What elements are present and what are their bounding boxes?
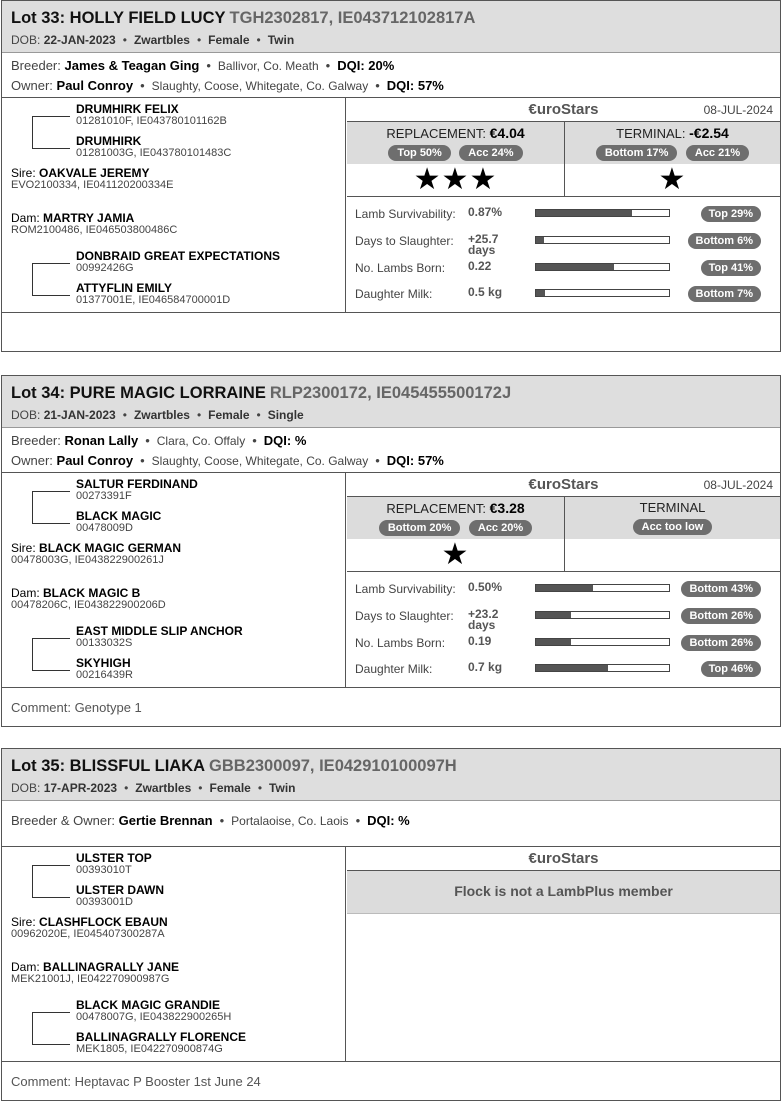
- dam-label: Dam:: [11, 586, 40, 600]
- eurostars-header: [347, 847, 780, 871]
- trait-value: 0.5 kg: [468, 285, 503, 299]
- terminal-acc-badge: Acc too low: [633, 519, 713, 535]
- dob-label: DOB:: [11, 781, 41, 795]
- terminal-index: [565, 497, 780, 572]
- trait-label: Lamb Survivability:: [355, 207, 456, 221]
- pedigree-dam-sire: [76, 999, 231, 1023]
- pedigree-sire-sire: [76, 852, 152, 876]
- replacement-value: €3.28: [489, 500, 525, 516]
- owner-line: Owner: Paul Conroy • Slaughty, Coose, Whitegate, Co. Galway • DQI: 57%: [11, 453, 444, 468]
- eurostars-header: [347, 98, 780, 122]
- ped-id: 00133032S: [76, 637, 133, 649]
- ped-id: 01377001E, IE046584700001D: [76, 294, 231, 306]
- trait-value: 0.7 kg: [468, 660, 503, 674]
- breeder-dqi: DQI: %: [263, 433, 307, 448]
- pedigree-sire-sire: [76, 103, 227, 127]
- trait-label: No. Lambs Born:: [355, 636, 446, 650]
- breed: Zwartbles: [133, 408, 190, 422]
- breeder-location: Portalaoise, Co. Laois: [231, 814, 349, 828]
- eurostars-brand: €uroStars: [528, 850, 599, 867]
- breeder-dqi: DQI: 20%: [337, 58, 395, 73]
- replacement-acc-badge: Acc 24%: [459, 145, 522, 161]
- breeder-line: Breeder: James & Teagan Ging • Ballivor, Co. Meath • DQI: 20%: [11, 58, 395, 73]
- eurostars-header: [347, 473, 780, 497]
- lot-card: [1, 0, 781, 352]
- lot-title: [11, 756, 771, 776]
- pedigree: [2, 847, 346, 1061]
- ped-id: 00478009D: [76, 522, 133, 534]
- lot-card: [1, 748, 781, 1101]
- breeder-name: Gertie Brennan: [118, 813, 213, 828]
- dob-line: DOB: 17-APR-2023 • Zwartbles • Female • Twin: [11, 781, 296, 795]
- sex: Female: [209, 781, 251, 795]
- trait-bar-fill: [536, 290, 545, 296]
- sex: Female: [208, 408, 250, 422]
- ped-id: 00962020E, IE045407300287A: [11, 928, 165, 940]
- eurostars-panel: [347, 473, 780, 687]
- animal-ids: GBB2300097, IE042910100097H: [209, 757, 457, 775]
- lot-title: [11, 8, 771, 28]
- animal-name: Lot 33: HOLLY FIELD LUCY: [11, 9, 226, 27]
- pedigree-sire-sire: [76, 478, 198, 502]
- trait-label: Daughter Milk:: [355, 287, 433, 301]
- trait-bar: [535, 584, 670, 592]
- ped-name: DRUMHIRK: [76, 134, 142, 148]
- trait-value: +23.2 days: [468, 607, 499, 632]
- pedigree-sire-dam: [76, 884, 164, 908]
- replacement-label: REPLACEMENT:: [386, 126, 487, 141]
- ped-name: OAKVALE JEREMY: [39, 166, 150, 180]
- ped-id: 00992426G: [76, 262, 134, 274]
- people-section: [2, 428, 780, 473]
- ped-id: MEK1805, IE042270900874G: [76, 1043, 223, 1055]
- ped-name: ATTYFLIN EMILY: [76, 281, 172, 295]
- comment: Comment: Heptavac P Booster 1st June 24: [11, 1074, 261, 1089]
- replacement-stars-icon: ★: [441, 538, 470, 571]
- pedigree-dam: [11, 587, 166, 611]
- owner-line: Owner: Paul Conroy • Slaughty, Coose, Whitegate, Co. Galway • DQI: 57%: [11, 78, 444, 93]
- sire-label: Sire:: [11, 166, 36, 180]
- pedigree-sire-dam: [76, 135, 231, 159]
- lot-body: [2, 847, 780, 1062]
- pedigree-dam-sire: [76, 625, 243, 649]
- trait-bar-fill: [536, 585, 593, 591]
- ped-name: SKYHIGH: [76, 656, 131, 670]
- trait-bar: [535, 611, 670, 619]
- owner-label: Owner:: [11, 453, 53, 468]
- lot-header: [2, 1, 780, 53]
- trait-bar-fill: [536, 639, 571, 645]
- trait-value: 0.87%: [468, 205, 503, 219]
- trait-bar: [535, 236, 670, 244]
- dob-value: 22-JAN-2023: [43, 33, 116, 47]
- replacement-index: [347, 122, 565, 197]
- ped-id: 01281003G, IE043780101483C: [76, 147, 232, 159]
- trait-rank-badge: Top 29%: [701, 206, 761, 222]
- owner-location: Slaughty, Coose, Whitegate, Co. Galway: [151, 79, 369, 93]
- breeder-label: Breeder:: [11, 433, 61, 448]
- replacement-acc-badge: Acc 20%: [469, 520, 532, 536]
- trait-bar: [535, 664, 670, 672]
- ped-name: BLACK MAGIC B: [43, 586, 141, 600]
- pedigree-dam: [11, 212, 177, 236]
- trait-bar: [535, 263, 670, 271]
- replacement-rank-badge: Bottom 20%: [379, 520, 461, 536]
- replacement-value: €4.04: [489, 125, 525, 141]
- trait-label: Lamb Survivability:: [355, 582, 456, 596]
- dob-line: DOB: 21-JAN-2023 • Zwartbles • Female • Single: [11, 408, 304, 422]
- trait-label: Daughter Milk:: [355, 662, 433, 676]
- pedigree: [2, 98, 346, 312]
- birth-type: Single: [267, 408, 304, 422]
- birth-type: Twin: [267, 33, 295, 47]
- sire-label: Sire:: [11, 915, 36, 929]
- eurostars-date: 08-JUL-2024: [703, 478, 773, 492]
- lot-header: [2, 376, 780, 428]
- trait-bar: [535, 638, 670, 646]
- pedigree-sire: [11, 542, 181, 566]
- owner-label: Owner:: [11, 78, 53, 93]
- terminal-index: [565, 122, 780, 197]
- trait-value: 0.19: [468, 634, 492, 648]
- breeder-dqi: DQI: %: [367, 813, 410, 828]
- pedigree-dam-sire: [76, 250, 280, 274]
- pedigree-dam-dam: [76, 1031, 246, 1055]
- ped-id: 01281010F, IE043780101162B: [76, 115, 227, 127]
- ped-name: ULSTER DAWN: [76, 883, 164, 897]
- people-section: [2, 53, 780, 98]
- terminal-acc-badge: Acc 21%: [686, 145, 749, 161]
- owner-location: Slaughty, Coose, Whitegate, Co. Galway: [151, 454, 369, 468]
- owner-name: Paul Conroy: [56, 453, 134, 468]
- dob-value: 17-APR-2023: [43, 781, 118, 795]
- animal-ids: RLP2300172, IE045455500172J: [269, 384, 512, 402]
- trait-bar-fill: [536, 264, 614, 270]
- trait-bar-fill: [536, 210, 632, 216]
- ped-id: 00478007G, IE043822900265H: [76, 1011, 232, 1023]
- trait-label: Days to Slaughter:: [355, 609, 454, 623]
- ped-id: ROM2100486, IE046503800486C: [11, 224, 178, 236]
- eurostars-panel: [347, 847, 780, 1061]
- trait-rank-badge: Bottom 6%: [688, 233, 761, 249]
- ped-name: BALLINAGRALLY JANE: [43, 960, 180, 974]
- eurostars-brand: €uroStars: [528, 476, 599, 493]
- terminal-label: TERMINAL: [639, 500, 706, 515]
- birth-type: Twin: [269, 781, 296, 795]
- ped-name: BLACK MAGIC: [76, 509, 162, 523]
- lot-header: [2, 749, 780, 801]
- ped-id: 00273391F: [76, 490, 132, 502]
- ped-name: ULSTER TOP: [76, 851, 152, 865]
- sire-label: Sire:: [11, 541, 36, 555]
- breeder-location: Ballivor, Co. Meath: [217, 59, 319, 73]
- lot-card: [1, 375, 781, 727]
- trait-label: Days to Slaughter:: [355, 234, 454, 248]
- pedigree-dam-dam: [76, 282, 230, 306]
- eurostars-brand: €uroStars: [528, 101, 599, 118]
- sex: Female: [208, 33, 250, 47]
- dob-label: DOB:: [11, 408, 41, 422]
- replacement-label: REPLACEMENT:: [386, 501, 487, 516]
- ped-name: DONBRAID GREAT EXPECTATIONS: [76, 249, 281, 263]
- breeder-name: Ronan Lally: [64, 433, 139, 448]
- ped-id: 00478206C, IE043822900206D: [11, 599, 166, 611]
- terminal-stars-icon: ★: [658, 163, 687, 196]
- animal-name: Lot 34: PURE MAGIC LORRAINE: [11, 384, 266, 402]
- dob-value: 21-JAN-2023: [43, 408, 116, 422]
- breeder-label: Breeder & Owner:: [11, 813, 116, 828]
- trait-rank-badge: Bottom 26%: [681, 608, 761, 624]
- not-member-notice: Flock is not a LambPlus member: [347, 871, 780, 914]
- eurostars-panel: [347, 98, 780, 312]
- trait-bar-fill: [536, 665, 608, 671]
- ped-id: 00216439R: [76, 669, 133, 681]
- ped-name: BLACK MAGIC GRANDIE: [76, 998, 220, 1012]
- trait-bar-fill: [536, 612, 571, 618]
- breed: Zwartbles: [133, 33, 190, 47]
- ped-name: CLASHFLOCK EBAUN: [39, 915, 168, 929]
- owner-dqi: DQI: 57%: [386, 78, 444, 93]
- trait-bar: [535, 209, 670, 217]
- trait-label: No. Lambs Born:: [355, 261, 446, 275]
- animal-ids: TGH2302817, IE043712102817A: [229, 9, 476, 27]
- breeder-label: Breeder:: [11, 58, 61, 73]
- terminal-label: TERMINAL:: [616, 126, 686, 141]
- pedigree-sire-dam: [76, 510, 161, 534]
- owner-name: Paul Conroy: [56, 78, 134, 93]
- replacement-index: [347, 497, 565, 572]
- trait-value: +25.7 days: [468, 232, 499, 257]
- terminal-rank-badge: Bottom 17%: [596, 145, 678, 161]
- breeder-line: Breeder: Ronan Lally • Clara, Co. Offaly • DQI: %: [11, 433, 307, 448]
- replacement-rank-badge: Top 50%: [388, 145, 450, 161]
- pedigree-sire: [11, 167, 174, 191]
- trait-bar-fill: [536, 237, 544, 243]
- animal-name: Lot 35: BLISSFUL LIAKA: [11, 757, 206, 775]
- terminal-value: -€2.54: [689, 125, 729, 141]
- breeder-name: James & Teagan Ging: [64, 58, 200, 73]
- trait-value: 0.22: [468, 259, 492, 273]
- trait-rank-badge: Bottom 7%: [688, 286, 761, 302]
- ped-name: MARTRY JAMIA: [43, 211, 135, 225]
- ped-id: 00478003G, IE043822900261J: [11, 554, 164, 566]
- ped-name: BLACK MAGIC GERMAN: [39, 541, 182, 555]
- breeder-line: Breeder & Owner: Gertie Brennan • Portalaoise, Co. Laois • DQI: %: [11, 813, 410, 828]
- ped-name: SALTUR FERDINAND: [76, 477, 198, 491]
- ped-id: 00393001D: [76, 896, 133, 908]
- eurostars-date: 08-JUL-2024: [703, 103, 773, 117]
- trait-rank-badge: Top 41%: [701, 260, 761, 276]
- trait-rank-badge: Bottom 26%: [681, 635, 761, 651]
- pedigree-dam-dam: [76, 657, 133, 681]
- trait-rank-badge: Bottom 43%: [681, 581, 761, 597]
- dob-line: DOB: 22-JAN-2023 • Zwartbles • Female • Twin: [11, 33, 295, 47]
- pedigree-dam: [11, 961, 179, 985]
- dam-label: Dam:: [11, 960, 40, 974]
- owner-dqi: DQI: 57%: [386, 453, 444, 468]
- dam-label: Dam:: [11, 211, 40, 225]
- breed: Zwartbles: [135, 781, 192, 795]
- ped-id: 00393010T: [76, 864, 132, 876]
- ped-name: DRUMHIRK FELIX: [76, 102, 179, 116]
- pedigree: [2, 473, 346, 687]
- ped-id: EVO2100334, IE041120200334E: [11, 179, 174, 191]
- lot-body: [2, 98, 780, 313]
- breeder-location: Clara, Co. Offaly: [156, 434, 246, 448]
- people-section: [2, 801, 780, 847]
- ped-id: MEK21001J, IE042270900987G: [11, 973, 170, 985]
- ped-name: BALLINAGRALLY FLORENCE: [76, 1030, 247, 1044]
- trait-rank-badge: Top 46%: [701, 661, 761, 677]
- replacement-stars-icon: ★★★: [413, 163, 498, 196]
- comment: [2, 313, 780, 351]
- dob-label: DOB:: [11, 33, 41, 47]
- comment: Comment: Genotype 1: [11, 700, 142, 715]
- trait-value: 0.50%: [468, 580, 503, 594]
- trait-bar: [535, 289, 670, 297]
- ped-name: EAST MIDDLE SLIP ANCHOR: [76, 624, 243, 638]
- lot-title: [11, 383, 771, 403]
- lot-body: [2, 473, 780, 688]
- pedigree-sire: [11, 916, 168, 940]
